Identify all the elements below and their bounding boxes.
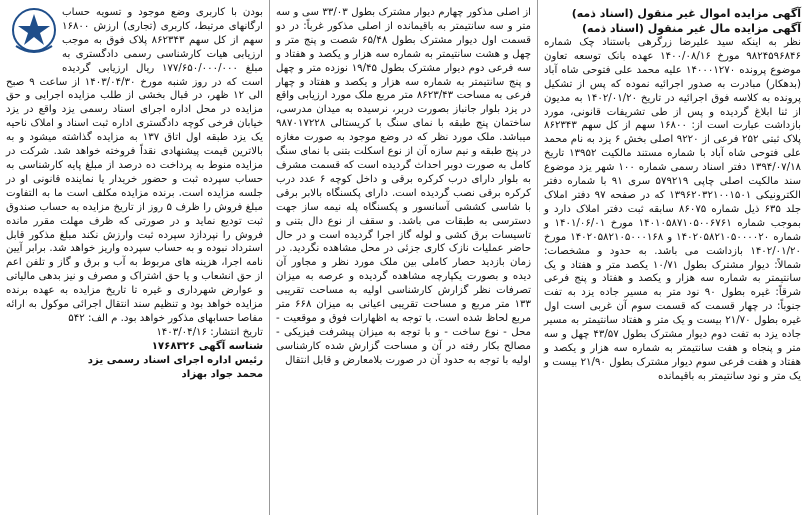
notice-body-left: بودن با کاربری وضع موجود و تسویه حساب ارگانهای مرتبط، کاربری (تجاری) ارزش ۱۶۸۰۰ سهم از کل سهم ۸۶۲۳۴۳ پلاک فوق به موجب ارزیابی هیات کارشناسی رسمی دادگستری به مبلغ ۱۷۷/۶۵۰/۰۰۰/۰۰۰ ریال ارزیابی گردیده است که در روز شنبه مورخ ۱۴۰۳/۰۴/۳۰ از ساعت ۹ صبح الی ۱۲ ظهر، در قبال بخشی از طلب مزایده اجرایی و حق مزایده در محل اداره اجرای اسناد رسمی یزد واقع در یزد خیابان فرخی کوچه دادگستری اداره ثبت اسناد و املاک ناحیه یک یزد طبقه اول اتاق ۱۳۷ به مزایده گذاشته میشود و به بالاترین قیمت پیشنهادی نقداً فروخته خواهد شد. شرکت در مزایده منوط به پرداخت ده درصد از مبلغ پایه کارشناسی به حساب سپرده ثبت و حضور خریدار یا نماینده قانونی او در جلسه مزایده است. برنده مزایده مکلف است ما به التفاوت مبلغ فروش را ظرف ۵ روز از تاریخ مزایده به حساب صندوق ثبت تودیع نماید و در صورتی که ظرف مهلت مقرر مانده فروش را نپردازد سپرده ثبت وارزش نکند مبلغ مذکور قابل استرداد نبوده و به حساب سپرده واریز خواهد شد. برابر آیین نامه اجرا، هزینه های مربوط به آب و برق و گاز و تلفن اعم از حق انشعاب و یا حق اشتراک و مصرف و نیز بدهی مالیاتی و عوارض شهرداری و غیره تا تاریخ مزایده به عهده برنده مزایده خواهد بود و تنظیم سند انتقال اجرائی موکول به ارائه مفاصا حسابهای مذکور خواهد بود. م الف: ۵۴۲ <box>6 7 264 324</box>
notice-body-right: نظر به اینکه سید علیرضا زرگرهی باستناد چک شماره ۹۸۲۴۵۹۶۸۴۶ مورخ ۱۴۰۰/۰۸/۱۶ عهده بانک توسعه تعاون موضوع پرونده ۱۴۰۰۰۱۲۷۰ علیه محمد علی فتوحی شاه آباد (بدهکار) مبادرت به صدور اجرائیه نموده که پس از تشکیل پرونده به کلاسه فوق اجرائیه در تاریخ ۱۴۰۲/۰۱/۲۰ به مدیون از ثنا ابلاغ گردیده و پس از طی تشریفات قانونی، مورد بازداشت عبارت است از: ۱۶۸۰۰ سهم از کل سهم ۸۶۲۳۴۳ پلاک ثبتی ۲۵۲ فرعی از ۹۲۲۰ اصلی بخش ۶ یزد به نام محمد علی فتوحی شاه آباد با شماره مستند مالکیت ۱۳۹۵۲ تاریخ ۱۳۹۴/۰۷/۱۸ دفتر اسناد رسمی شماره ۱۰۰ شهر یزد موضوع سند مالکیت اصلی چاپی ۵۷۹۲۱۹ سری ۹۱ با شماره دفتر الکترونیکی ۱۳۹۶۲۰۳۲۱۰۰۱۵۰۱ که در صفحه ۹۷ دفتر املاک جلد ۶۳۵ ذیل شماره ۸۶۰۷۵ سابقه ثبت دفتر املاک دارد و بموجب شماره ۱۴۰۱۰۵۸۷۱۰۵۰۰۶۷۶۱ مورخ ۱۴۰۱/۰۶/۰۱ و شماره ۱۴۰۲۰۵۸۲۱۰۵۰۰۰۰۲۰ و ۱۴۰۲۰۵۸۲۱۰۵۰۰۰۱۶۸ مورخ ۱۴۰۲/۰۱/۲۰ بازداشت می باشد. به حدود و مشخصات: شمالاً: دیوار مشترک بطول ۱۰/۷۱ یکصد متر و هفتاد و یک سانتیمتر به شماره سه هزار و یکصد و هفتاد و پنج فرعی شرقاً: غیره بطول ۹۰ نود متر به مسیر جاده یزد به تفت جنوباً: در چهار قسمت که قسمت سوم آن غربی است اول غیره بطول ۲۱/۷۰ بیست و یک متر و هفتاد سانتیمتر به مسیر جاده یزد به تفت دوم دیوار مشترک بطول ۴۳/۵۷ چهل و سه متر و پنجاه و هفت سانتیمتر به شماره سه هزار و یکصد و هفتاد و هفت فرعی سوم دیوار مشترک بطول ۲۱/۹۰ بیست و یک متر و نود سانتیمتر به باقیمانده <box>544 37 802 382</box>
publish-date: تاریخ انتشار: ۱۴۰۳/۰۴/۱۶ <box>156 326 263 338</box>
notice-title: آگهی مزایده اموال غیر منقول (اسناد ذمه) <box>571 7 801 20</box>
notice-id: شناسه آگهی ۱۷۶۸۳۲۶ <box>151 340 263 352</box>
notice-column-middle <box>269 0 537 515</box>
judiciary-emblem <box>6 6 60 64</box>
notice-column-left <box>0 0 269 515</box>
emblem-icon <box>8 6 60 62</box>
notice-column-right <box>537 0 807 515</box>
notice-body-middle: از اصلی مذکور چهارم دیوار مشترک بطول ۳۳/۰۳ سی و سه متر و سه سانتیمتر به باقیمانده از اصلی مذکور غرباً: در دو قسمت اول دیوار مشترک بطول ۶۵/۴۸ شصت و پنج متر و چهل و هشت سانتیمتر به شماره سه هزار و یکصد و هفتاد و سه فرعی دوم دیوار مشترک بطول ۱۹/۴۵ نوزده متر و چهل و پنج سانتیمتر به شماره سه هزار و یکصد و هفتاد و چهار فرعی به مساحت ۸۶۲۳/۴۳ متر مربع ملک مورد ارزیابی واقع در یزد بلوار جانباز بصورت دربر، نرسیده به میدان مدرسی، ساختمان پنج طبقه با نمای سنگ با کریستالی ۹۸۷۰۱۷۲۲۸ میباشد. ملک مورد نظر که در وضع موجود به صورت مغازه در پنج طبقه و نیم سازه آن از نوع اسکلت بتنی با نمای سنگ کامل به صورت دوبر احداث گردیده است که قسمت مشرف به بلوار دارای درب کرکره برقی و داخل کوچه ۶ عدد درب کرکره برقی نصب گردیده است. دارای پکسنگاه بالابر برقی با شاسی کششی آسانسور و پکسنگاه پله نیمه ساز جهت دسترسی به طبقات می باشد. و سقف از نوع دال بتنی و تاسیسات برق کشی و لوله گاز اجرا گردیده است و در حال حاضر عملیات نازک کاری جزئی در محل مشاهده نگردید. در زمان بازدید حصار کاملی بین ملک مورد نظر و مجاور آن دیده و بصورت یکپارچه مشاهده گردیده و عرصه به میزان تصرفات نظر گزارش کارشناسی اولیه به مساحت تقریبی ۱۳۳ متر مربع و مساحت تقریبی اعیانی به میزان ۶۶۸ متر مربع لحاظ شده است. با توجه به اظهارات فوق و موقعیت - محل - نوع ساخت - و با توجه به میزان پیشرفت فیزیکی - مصالح بکار رفته در آن و مساحت گزارش شده کارشناسی اولیه با توجه به حدود آن در صورت بلامعارض و قابل انتقال <box>276 7 532 366</box>
signatory-title: رئیس اداره اجرای اسناد رسمی یزد <box>87 354 263 366</box>
notice-subtitle: آگهی مزایده مال غیر منقول (اسناد ذمه) <box>582 22 801 35</box>
signatory-name: محمد جواد بهزاد <box>181 368 263 380</box>
